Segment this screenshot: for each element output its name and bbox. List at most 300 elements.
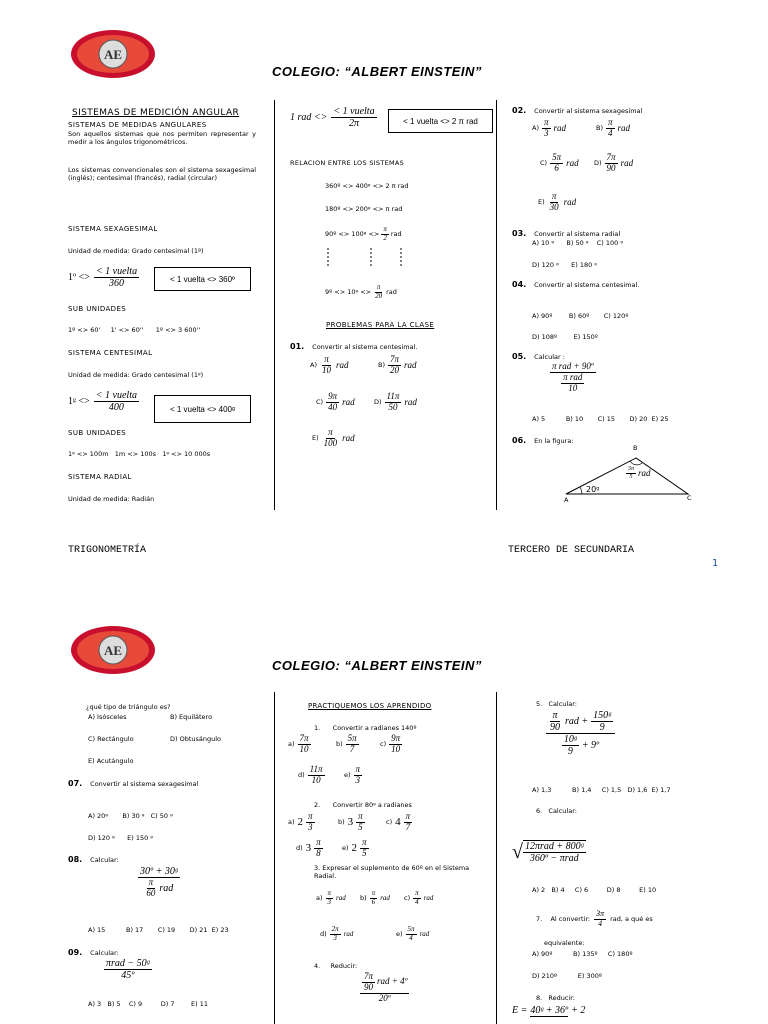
- angle-label: 20ᵍ: [586, 485, 600, 494]
- numerator: 11π: [386, 391, 400, 401]
- fraction: [104, 958, 152, 981]
- numerator: 12πrad + 800ᵍ: [524, 841, 584, 852]
- answer-option: [404, 890, 433, 906]
- vertex-label-a: A: [564, 496, 569, 504]
- question-text: 6. Calcular:: [536, 807, 577, 815]
- paragraph: Son aquellos sistemas que nos permiten representar y medir a los ángulos trigonométricos.: [68, 130, 256, 147]
- unit-label: rad: [380, 894, 390, 903]
- denominator: 5: [358, 821, 363, 832]
- denominator: 20: [390, 364, 399, 375]
- answer-options: A) 15 B) 17 C) 19 D) 21 E) 23: [88, 926, 229, 934]
- option-letter: a): [288, 740, 295, 749]
- question-text: Convertir al sistema sexagesimal: [534, 107, 643, 115]
- option-letter: e): [342, 844, 349, 853]
- option-letter: A): [532, 124, 539, 133]
- answer-option: [310, 355, 349, 376]
- question: [512, 280, 639, 289]
- question-text: 5. Calcular:: [536, 700, 577, 708]
- answer-options: D) 120 ᵍ E) 180 ᵍ: [532, 261, 597, 269]
- denominator: 5: [629, 473, 633, 480]
- fraction: [314, 838, 323, 859]
- numerator-rest: rad + 4º: [377, 976, 408, 987]
- denominator: 10: [321, 364, 331, 375]
- fraction: [331, 106, 376, 129]
- relation-line: [325, 226, 402, 242]
- fraction: [546, 710, 615, 757]
- question-number: 03.: [512, 229, 527, 238]
- numerator: < 1 vuelta: [95, 390, 137, 401]
- denominator: 20º: [378, 992, 391, 1003]
- unit-text: Unidad de medida: Grado centesimal (1º): [68, 247, 204, 255]
- page-title: COLEGIO: “ALBERT EINSTEIN”: [272, 658, 482, 673]
- denominator: 10: [311, 774, 321, 785]
- whole-number: 2: [297, 816, 304, 829]
- question: [290, 342, 417, 351]
- fraction: [373, 284, 384, 300]
- whole-number: 3: [347, 816, 354, 829]
- fraction: [406, 926, 417, 942]
- denominator: 7: [405, 821, 411, 832]
- option-letter: e): [344, 771, 351, 780]
- formula: [290, 106, 377, 129]
- section-subheading: SISTEMAS DE MEDIDAS ANGULARES: [68, 121, 207, 129]
- numerator: [546, 710, 615, 734]
- unit-label: rad: [563, 197, 577, 208]
- option-letter: b): [338, 818, 345, 827]
- fraction: [591, 710, 613, 733]
- fraction: [542, 118, 551, 139]
- formula: [550, 362, 596, 394]
- denominator: 400: [108, 402, 124, 413]
- denominator: [560, 734, 601, 757]
- numerator: 7π: [390, 354, 400, 364]
- formula-lhs: 1º <>: [68, 272, 90, 283]
- numerator: 11π: [309, 764, 323, 774]
- unit-label: rad: [404, 360, 417, 371]
- numerator: πrad − 50ᵍ: [106, 958, 150, 969]
- formula: [512, 840, 586, 864]
- ellipsis-dots-icon: [325, 248, 405, 270]
- denominator: 5: [362, 847, 367, 858]
- answer-options: D) 210º E) 300º: [532, 972, 602, 980]
- formula: [68, 266, 139, 289]
- numerator: π: [308, 811, 313, 821]
- section-heading: SISTEMA SEXAGESIMAL: [68, 225, 158, 233]
- whole-number: 4: [395, 816, 401, 829]
- option-letter: c): [380, 740, 387, 749]
- unit-label: rad: [566, 158, 579, 169]
- question-text-part: 7. Al convertir:: [536, 915, 591, 924]
- answer-option: [538, 192, 576, 213]
- denominator: 8: [316, 847, 321, 858]
- fraction: [360, 972, 409, 1004]
- answer-option: A) Isósceles: [88, 713, 127, 721]
- section-heading: PRACTIQUEMOS LOS APRENDIDO: [308, 702, 432, 710]
- option-letter: D): [594, 159, 602, 168]
- unit-label: rad: [342, 433, 355, 444]
- numerator: [360, 972, 409, 994]
- unit-label: rad: [336, 894, 346, 903]
- question-number: 07.: [68, 779, 83, 788]
- question-text: Calcular:: [90, 856, 119, 864]
- question: [68, 779, 198, 788]
- answer-option: [596, 118, 630, 139]
- denominator: 4: [598, 918, 603, 928]
- denominator: 45º: [121, 970, 135, 981]
- answer-option: C) Rectángulo: [88, 735, 134, 743]
- sqrt-icon: √: [512, 840, 523, 863]
- denominator-unit: rad: [159, 882, 174, 894]
- unit-label: rad: [617, 123, 631, 134]
- page-title: COLEGIO: “ALBERT EINSTEIN”: [272, 64, 482, 79]
- denominator: 7: [349, 743, 355, 754]
- answer-options: A) 20ᵍ B) 30 ᵍ C) 50 ᵍ: [88, 812, 173, 820]
- fraction: [561, 373, 584, 394]
- question-text-part: rad, a qué es: [610, 915, 653, 924]
- answer-options: D) 108º E) 150º: [532, 333, 598, 341]
- question-number: 01.: [290, 342, 305, 351]
- denominator: 4: [608, 127, 613, 138]
- whole-number: 2: [351, 842, 358, 855]
- denominator: 4: [415, 897, 419, 906]
- answer-option: [298, 765, 325, 786]
- unit-text: Unidad de medida: Radián: [68, 495, 155, 503]
- question-text: 2. Convertir 80ᵍ a radianes: [314, 801, 412, 809]
- numerator: 7π: [606, 152, 616, 162]
- column-divider: [274, 100, 275, 510]
- fraction: [548, 710, 562, 733]
- answer-option: [396, 926, 429, 942]
- option-letter: A): [310, 361, 317, 370]
- angle-arc: [580, 487, 582, 494]
- answer-option: [594, 153, 633, 174]
- option-letter: C): [316, 398, 324, 407]
- denominator: 360: [108, 278, 124, 289]
- numerator: 9π: [328, 391, 338, 401]
- fraction: [306, 812, 315, 833]
- numerator: π: [552, 710, 558, 721]
- svg-text:AE: AE: [103, 47, 123, 62]
- answer-options: A) 1,3 B) 1,4 C) 1,5 D) 1,6 E) 1,7: [532, 786, 671, 794]
- denominator: 3: [355, 774, 361, 785]
- formula-lhs: 1 rad <>: [290, 112, 328, 123]
- question-text: Calcular :: [534, 353, 565, 361]
- option-letter: E): [538, 198, 545, 207]
- denominator: 90: [364, 981, 373, 992]
- question-text: Convertir al sistema centesimal.: [312, 343, 418, 351]
- angle-label: [626, 466, 651, 480]
- question: [512, 352, 565, 361]
- relation-text: 90º <> 100ᵍ <>: [325, 230, 380, 239]
- question-text: ¿qué tipo de triángulo es?: [86, 703, 171, 711]
- unit-label: rad: [423, 894, 434, 903]
- answer-option: D) Obtusángulo: [170, 735, 222, 743]
- answer-option: E) Acutángulo: [88, 757, 134, 765]
- fraction: [389, 734, 402, 755]
- answer-options: A) 3 B) 5 C) 9 D) 7 E) 11: [88, 1000, 208, 1008]
- question-number: 06.: [512, 436, 527, 445]
- numerator: 5π: [347, 733, 357, 743]
- relation-line: [325, 284, 397, 300]
- option-letter: b): [336, 740, 343, 749]
- fraction: [354, 765, 363, 786]
- answer-option: [316, 392, 355, 413]
- numerator: 10ᵍ: [563, 734, 577, 745]
- formula: [512, 1005, 585, 1017]
- option-letter: a): [316, 894, 323, 903]
- fraction: [594, 910, 606, 929]
- denominator: 100: [323, 437, 338, 448]
- relation-line: 180º <> 200ᵍ <> π rad: [325, 205, 403, 213]
- numerator: π: [358, 811, 363, 821]
- vertex-label-c: C: [687, 494, 692, 502]
- numerator: π: [608, 117, 613, 127]
- numerator: 7π: [299, 733, 309, 743]
- option-letter: b): [360, 894, 367, 903]
- question-text: [536, 910, 653, 929]
- numerator: π: [327, 889, 332, 897]
- answer-options: A) 10 ᵍ B) 50 ᵍ C) 100 ᵍ: [532, 239, 623, 247]
- option-letter: e): [396, 930, 403, 939]
- unit-text: 1º <> 60' 1' <> 60'' 1º <> 3 600'': [68, 326, 201, 334]
- fraction: [346, 734, 359, 755]
- denominator: 10: [299, 743, 309, 754]
- denominator: 6: [371, 897, 376, 906]
- vertex-label-b: B: [633, 444, 638, 452]
- answer-option: [540, 153, 579, 174]
- formula: [68, 390, 139, 413]
- denominator: 4: [409, 933, 413, 942]
- formula: [546, 710, 615, 757]
- numerator: π: [551, 191, 557, 201]
- question: [512, 229, 620, 238]
- page-number: 1: [712, 558, 719, 569]
- fraction: [94, 266, 139, 289]
- fraction: [360, 838, 369, 859]
- numerator: π: [371, 889, 376, 897]
- denominator: 20: [375, 291, 383, 300]
- footer-grade: TERCERO DE SECUNDARIA: [508, 545, 635, 556]
- section-heading: SISTEMAS DE MEDICIÓN ANGULAR: [72, 108, 240, 118]
- numerator: 40ᵍ + 36º: [530, 1005, 569, 1016]
- denominator: [559, 373, 586, 394]
- term: + 2: [571, 1005, 586, 1016]
- numerator: π rad: [563, 371, 583, 382]
- fraction: [298, 734, 311, 755]
- unit-label: rad: [404, 397, 417, 408]
- column-divider: [274, 692, 275, 1024]
- unit-text: Unidad de medida: Grado centesimal (1ᵍ): [68, 371, 204, 379]
- denominator: 3: [327, 897, 332, 906]
- denominator: 10: [568, 382, 578, 393]
- numerator: π: [328, 427, 333, 437]
- highlight-box: < 1 vuelta <> 360º: [154, 267, 251, 291]
- paragraph: Los sistemas convencionales son el sistema sexagesimal (inglés); centesimal (francés), radial (circular): [68, 166, 256, 183]
- fraction: [356, 812, 365, 833]
- relation-line: 360º <> 400ᵍ <> 2 π rad: [325, 182, 409, 190]
- option-letter: a): [288, 818, 295, 827]
- fraction: [362, 972, 375, 993]
- question: [68, 855, 119, 864]
- formula-lhs: 1ᵍ <>: [68, 396, 90, 407]
- numerator: π: [383, 225, 387, 233]
- denominator: 6: [554, 162, 559, 173]
- numerator: π: [376, 283, 381, 291]
- option-letter: d): [298, 771, 305, 780]
- numerator: π rad + 90º: [552, 361, 594, 371]
- section-heading: SUB UNIDADES: [68, 305, 127, 313]
- fraction: [370, 890, 378, 906]
- denominator: 60: [146, 887, 156, 898]
- numerator: 3π: [628, 466, 635, 472]
- fraction: [326, 890, 334, 906]
- fraction: [413, 890, 421, 906]
- fraction: [308, 765, 325, 786]
- option-letter: D): [374, 398, 382, 407]
- numerator: π: [316, 837, 321, 847]
- numerator: π: [543, 117, 549, 127]
- school-logo-icon: [70, 28, 156, 80]
- numerator: 5π: [552, 152, 562, 162]
- svg-text:AE: AE: [103, 643, 123, 658]
- denominator: 90: [550, 722, 560, 733]
- fraction: [385, 392, 402, 413]
- formula: [104, 958, 152, 981]
- answer-options: A) 90º B) 60º C) 120º: [532, 312, 629, 320]
- answer-option: [342, 838, 369, 859]
- numerator: π: [355, 764, 361, 774]
- angle-arc: [630, 461, 642, 465]
- unit-label: rad: [620, 158, 634, 169]
- fraction: [322, 428, 340, 449]
- numerator: π: [148, 877, 154, 887]
- angle-unit: rad: [638, 468, 651, 479]
- section-heading: SISTEMA RADIAL: [68, 473, 132, 481]
- section-heading: RELACION ENTRE LOS SISTEMAS: [290, 159, 405, 167]
- option-letter: d): [320, 930, 327, 939]
- section-heading: SUB UNIDADES: [68, 429, 127, 437]
- option-letter: c): [386, 818, 393, 827]
- question-text: equivalente:: [544, 939, 585, 947]
- question-text: En la figura:: [534, 437, 574, 445]
- denominator: 360º − πrad: [529, 853, 579, 864]
- unit-label: rad: [553, 123, 567, 134]
- question-text: 3. Expresar el suplemento de 60º en el Sistema Radial.: [314, 864, 470, 881]
- numerator: π: [324, 354, 329, 364]
- denominator: 3: [543, 127, 549, 138]
- fraction: [550, 153, 563, 174]
- option-letter: C): [540, 159, 548, 168]
- question-number: 05.: [512, 352, 527, 361]
- option-letter: E): [312, 434, 319, 443]
- option-letter: B): [378, 361, 385, 370]
- answer-option: [386, 812, 412, 833]
- fraction: [404, 812, 413, 833]
- fraction: [326, 392, 339, 413]
- numerator: 7π: [364, 971, 374, 981]
- numerator: 3π: [596, 909, 605, 918]
- term: rad +: [565, 716, 589, 727]
- fraction: [144, 878, 157, 899]
- answer-option: [374, 392, 417, 413]
- fraction: [626, 466, 636, 480]
- fraction: [94, 390, 139, 413]
- unit-label: rad: [335, 360, 349, 371]
- fraction: [606, 118, 615, 139]
- fraction: [388, 355, 401, 376]
- fraction: [562, 734, 579, 757]
- question-number: 08.: [68, 855, 83, 864]
- question-number: 04.: [512, 280, 527, 289]
- question-text: Convertir al sistema centesimal.: [534, 281, 640, 289]
- answer-options: A) 2 B) 4 C) 6 D) 8 E) 10: [532, 886, 657, 894]
- formula-lhs: E =: [512, 1005, 528, 1016]
- unit-label: rad: [343, 930, 354, 939]
- highlight-box: < 1 vuelta <> 2 π rad: [388, 109, 493, 133]
- relation-unit: rad: [390, 230, 402, 239]
- numerator: 5π: [407, 925, 415, 933]
- numerator: < 1 vuelta: [95, 266, 138, 277]
- numerator: π: [415, 889, 419, 897]
- answer-option: [296, 838, 323, 859]
- column-divider: [496, 100, 497, 510]
- footer-subject: TRIGONOMETRÍA: [68, 545, 147, 556]
- fraction: [550, 362, 596, 394]
- answer-option: [336, 734, 359, 755]
- question: [68, 948, 119, 957]
- numerator: 150ᵍ: [593, 710, 611, 721]
- relation-text: 9º <> 10ᵍ <>: [325, 288, 372, 297]
- question-number: 09.: [68, 948, 83, 957]
- answer-options: D) 120 ᵍ E) 150 ᵍ: [88, 834, 153, 842]
- fraction: [330, 926, 341, 942]
- denominator: 40: [328, 401, 338, 412]
- unit-label: rad: [342, 397, 355, 408]
- fraction: [523, 840, 586, 864]
- numerator: < 1 vuelta: [333, 106, 375, 117]
- unit-text: 1ᵍ <> 100m 1m <> 100s 1ᵍ <> 10 000s: [68, 450, 211, 458]
- denominator: 9: [599, 722, 605, 733]
- formula: [360, 972, 409, 1004]
- school-logo-icon: [70, 624, 156, 676]
- answer-option: B) Equilátero: [170, 713, 213, 721]
- answer-option: [360, 890, 390, 906]
- section-heading: SISTEMA CENTESIMAL: [68, 349, 153, 357]
- fraction: [320, 355, 333, 376]
- fraction: [138, 866, 180, 899]
- question-text: Convertir al sistema radial: [534, 230, 621, 238]
- fraction: [548, 192, 561, 213]
- denominator: 3: [333, 933, 337, 942]
- answer-option: [338, 812, 365, 833]
- denominator: 2π: [348, 118, 359, 129]
- answer-options: A) 90º B) 135º C) 180º: [532, 950, 633, 958]
- option-letter: B): [596, 124, 603, 133]
- question-text: Calcular:: [90, 949, 119, 957]
- numerator: π: [362, 837, 367, 847]
- option-letter: c): [404, 894, 411, 903]
- numerator: 30º + 30ᵍ: [140, 866, 178, 877]
- option-letter: d): [296, 844, 303, 853]
- question-text: 1. Convertir a radianes 140º: [314, 724, 417, 732]
- answer-options: A) 5 B) 10 C) 15 D) 20 E) 25: [532, 415, 669, 423]
- highlight-box: < 1 vuelta <> 400ᵍ: [154, 395, 251, 423]
- fraction: [605, 153, 618, 174]
- question-text: 4. Reducir:: [314, 962, 358, 970]
- question-number: 02.: [512, 106, 527, 115]
- fraction: [381, 226, 389, 242]
- denominator: 50: [388, 401, 398, 412]
